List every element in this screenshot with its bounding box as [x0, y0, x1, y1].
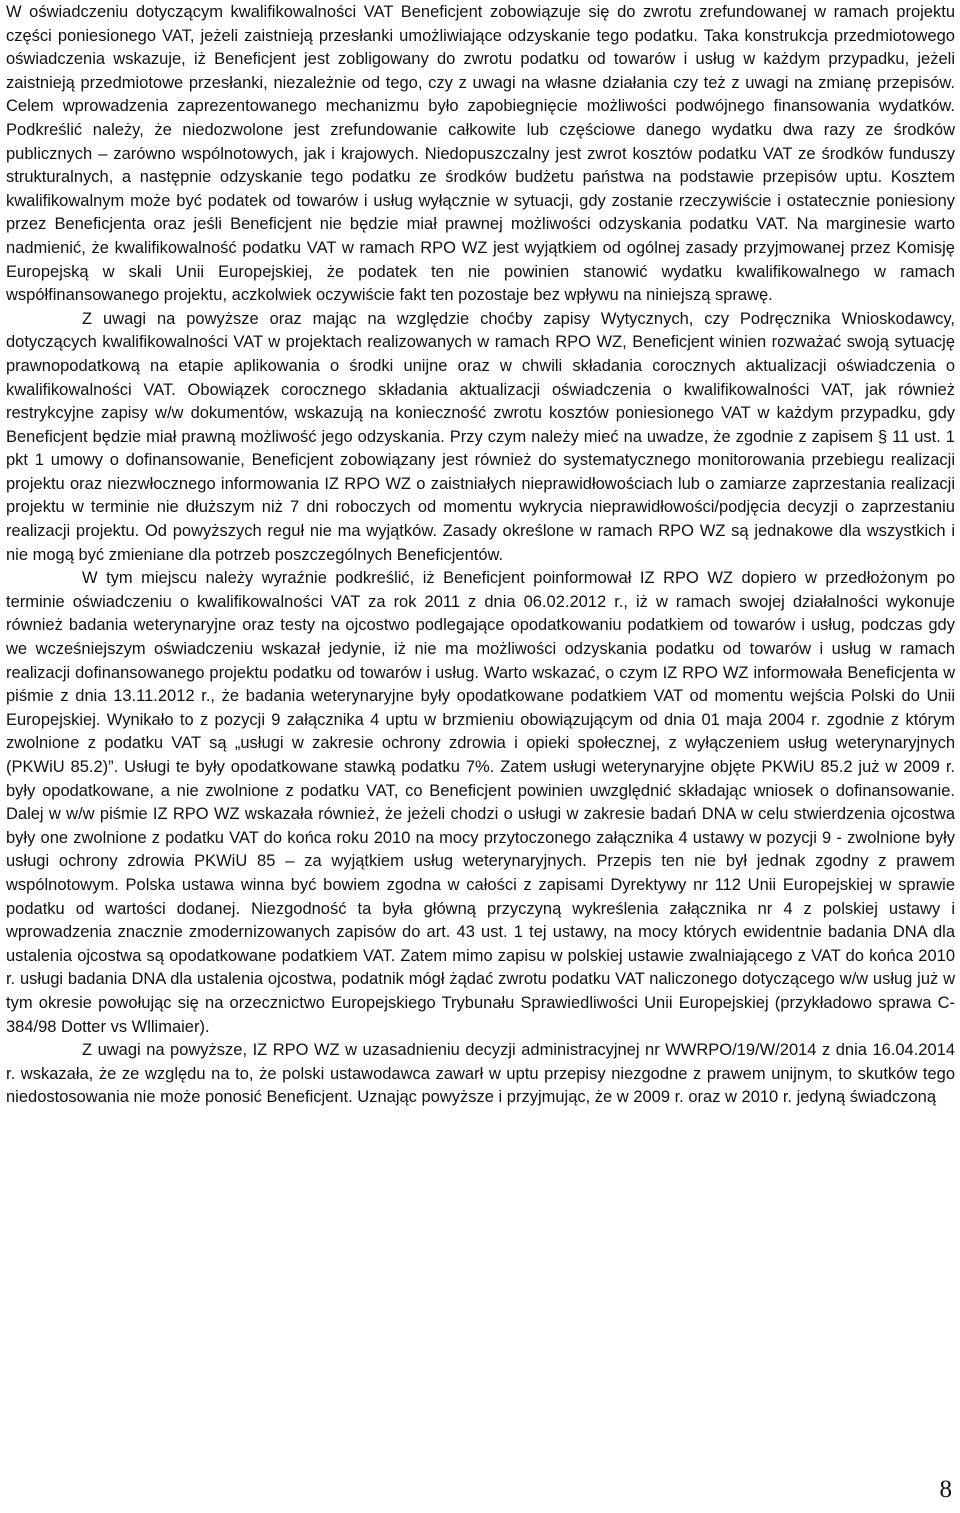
paragraph-administrative-decision: Z uwagi na powyższe, IZ RPO WZ w uzasadnieniu decyzji administracyjnej nr WWRPO/19/W/2014 z dnia 16.04.2014 r. wskazała, że ze względu na to, że polski ustawodawca zawarł w uptu przepisy niezgodne z prawem unijnym, to skutków tego niedostosowania nie może ponosić Beneficjent. Uznając powyższe i przyjmując, że w 2009 r. oraz w 2010 r. jedyną świadczoną	[6, 1041, 955, 1107]
page-number: 8	[939, 1476, 952, 1503]
paragraph-beneficiary-obligations: Z uwagi na powyższe oraz mając na względzie choćby zapisy Wytycznych, czy Podręcznika Wnioskodawcy, dotyczących kwalifikowalności VAT w projektach realizowanych w ramach RPO WZ, Beneficjent winien rozważać swoją sytuację prawnopodatkową na etapie aplikowania o środki unijne oraz w chwili składania corocznych aktualizacji oświadczenia o kwalifikowalności VAT. Obowiązek corocznego składania aktualizacji oświadczenia o kwalifikowalności VAT, jak również restrykcyjne zapisy w/w dokumentów, wskazują na konieczność zwrotu kosztów poniesionego VAT w każdym przypadku, gdy Beneficjent będzie miał prawną możliwość jego odzyskania. Przy czym należy mieć na uwadze, że zgodnie z zapisem § 11 ust. 1 pkt 1 umowy o dofinansowanie, Beneficjent zobowiązany jest również do systematycznego monitorowania przebiegu realizacji projektu oraz niezwłocznego informowania IZ RPO WZ o zaistniałych nieprawidłowościach lub o zamiarze zaprzestania realizacji projektu w terminie nie dłuższym niż 7 dni roboczych od momentu wykrycia nieprawidłowości/podjęcia decyzji o zaprzestaniu realizacji projektu. Od powyższych reguł nie ma wyjątków. Zasady określone w ramach RPO WZ są jednakowe dla wszystkich i nie mogą być zmieniane dla potrzeb poszczególnych Beneficjentów.	[6, 309, 955, 564]
document-page	[6, 0, 955, 1110]
paragraph-vat-declaration: W oświadczeniu dotyczącym kwalifikowalności VAT Beneficjent zobowiązuje się do zwrotu zrefundowanej w ramach projektu części poniesionego VAT, jeżeli zaistnieją przesłanki umożliwiające odzyskanie tego podatku. Taka konstrukcja przedmiotowego oświadczenia wskazuje, iż Beneficjent jest zobligowany do zwrotu podatku od towarów i usług w każdym przypadku, jeżeli zaistnieją przedmiotowe przesłanki, niezależnie od tego, czy z uwagi na własne działania czy też z uwagi na zmianę przepisów. Celem wprowadzenia zaprezentowanego mechanizmu było zapobiegnięcie możliwości podwójnego finansowania wydatków. Podkreślić należy, że niedozwolone jest zrefundowanie całkowite lub częściowe danego wydatku dwa razy ze środków publicznych – zarówno wspólnotowych, jak i krajowych. Niedopuszczalny jest zwrot kosztów podatku VAT ze środków funduszy strukturalnych, a następnie odzyskanie tego podatku ze środków budżetu państwa na podstawie przepisów uptu. Kosztem kwalifikowalnym może być podatek od towarów i usług wyłącznie w sytuacji, gdy zostanie rzeczywiście i ostatecznie poniesiony przez Beneficjenta oraz jeśli Beneficjent nie będzie miał prawnej możliwości odzyskania podatku VAT. Na marginesie warto nadmienić, że kwalifikowalność podatku VAT w ramach RPO WZ jest wyjątkiem od ogólnej zasady przyjmowanej przez Komisję Europejską w skali Unii Europejskiej, że podatek ten nie powinien stanowić wydatku kwalifikowalnego w ramach współfinansowanego projektu, aczkolwiek oczywiście fakt ten pozostaje bez wpływu na niniejszą sprawę.	[6, 3, 955, 305]
paragraph-veterinary-services: W tym miejscu należy wyraźnie podkreślić, iż Beneficjent poinformował IZ RPO WZ dopiero w przedłożonym po terminie oświadczeniu o kwalifikowalności VAT za rok 2011 z dnia 06.02.2012 r., iż w ramach swojej działalności wykonuje również badania weterynaryjne oraz testy na ojcostwo podlegające opodatkowaniu podatkiem od towarów i usług, podczas gdy we wcześniejszym oświadczeniu wskazał jedynie, iż nie ma możliwości odzyskania podatku od towarów i usług w ramach realizacji dofinansowanego projektu podatku od towarów i usług. Warto wskazać, o czym IZ RPO WZ informowała Beneficjenta w piśmie z dnia 13.11.2012 r., że badania weterynaryjne były opodatkowane podatkiem VAT od momentu wejścia Polski do Unii Europejskiej. Wynikało to z pozycji 9 załącznika 4 uptu w brzmieniu obowiązującym od dnia 01 maja 2004 r. zgodnie z którym zwolnione z podatku VAT są „usługi w zakresie ochrony zdrowia i opieki społecznej, z wyłączeniem usług weterynaryjnych (PKWiU 85.2)”. Usługi te były opodatkowane stawką podatku 7%. Zatem usługi weterynaryjne objęte PKWiU 85.2 już w 2009 r. były opodatkowane, a nie zwolnione z podatku VAT, co Beneficjent powinien uwzględnić składając wniosek o dofinansowanie. Dalej w w/w piśmie IZ RPO WZ wskazała również, że jeżeli chodzi o usługi w zakresie badań DNA w celu stwierdzenia ojcostwa były one zwolnione z podatku VAT do końca roku 2010 na mocy przytoczonego załącznika 4 ustawy w pozycji 9 - zwolnione były usługi ochrony zdrowia PKWiU 85 – za wyjątkiem usług weterynaryjnych. Przepis ten nie był jednak zgodny z prawem wspólnotowym. Polska ustawa winna być bowiem zgodna w całości z zapisami Dyrektywy nr 112 Unii Europejskiej w sprawie podatku od wartości dodanej. Niezgodność ta była główną przyczyną wykreślenia załącznika nr 4 z polskiej ustawy i wprowadzenia znacznie zmodernizowanych zapisów do art. 43 ust. 1 tej ustawy, na mocy których ewidentnie badania DNA dla ustalenia ojcostwa są opodatkowane podatkiem VAT. Zatem mimo zapisu w polskiej ustawie zwalniającego z VAT do końca 2010 r. usługi badania DNA dla ustalenia ojcostwa, podatnik mógł żądać zwrotu podatku VAT naliczonego dotyczącego w/w usług już w tym okresie powołując się na orzecznictwo Europejskiego Trybunału Sprawiedliwości Unii Europejskiej (przykładowo sprawa C-384/98 Dotter vs Wllimaier).	[6, 569, 955, 1036]
